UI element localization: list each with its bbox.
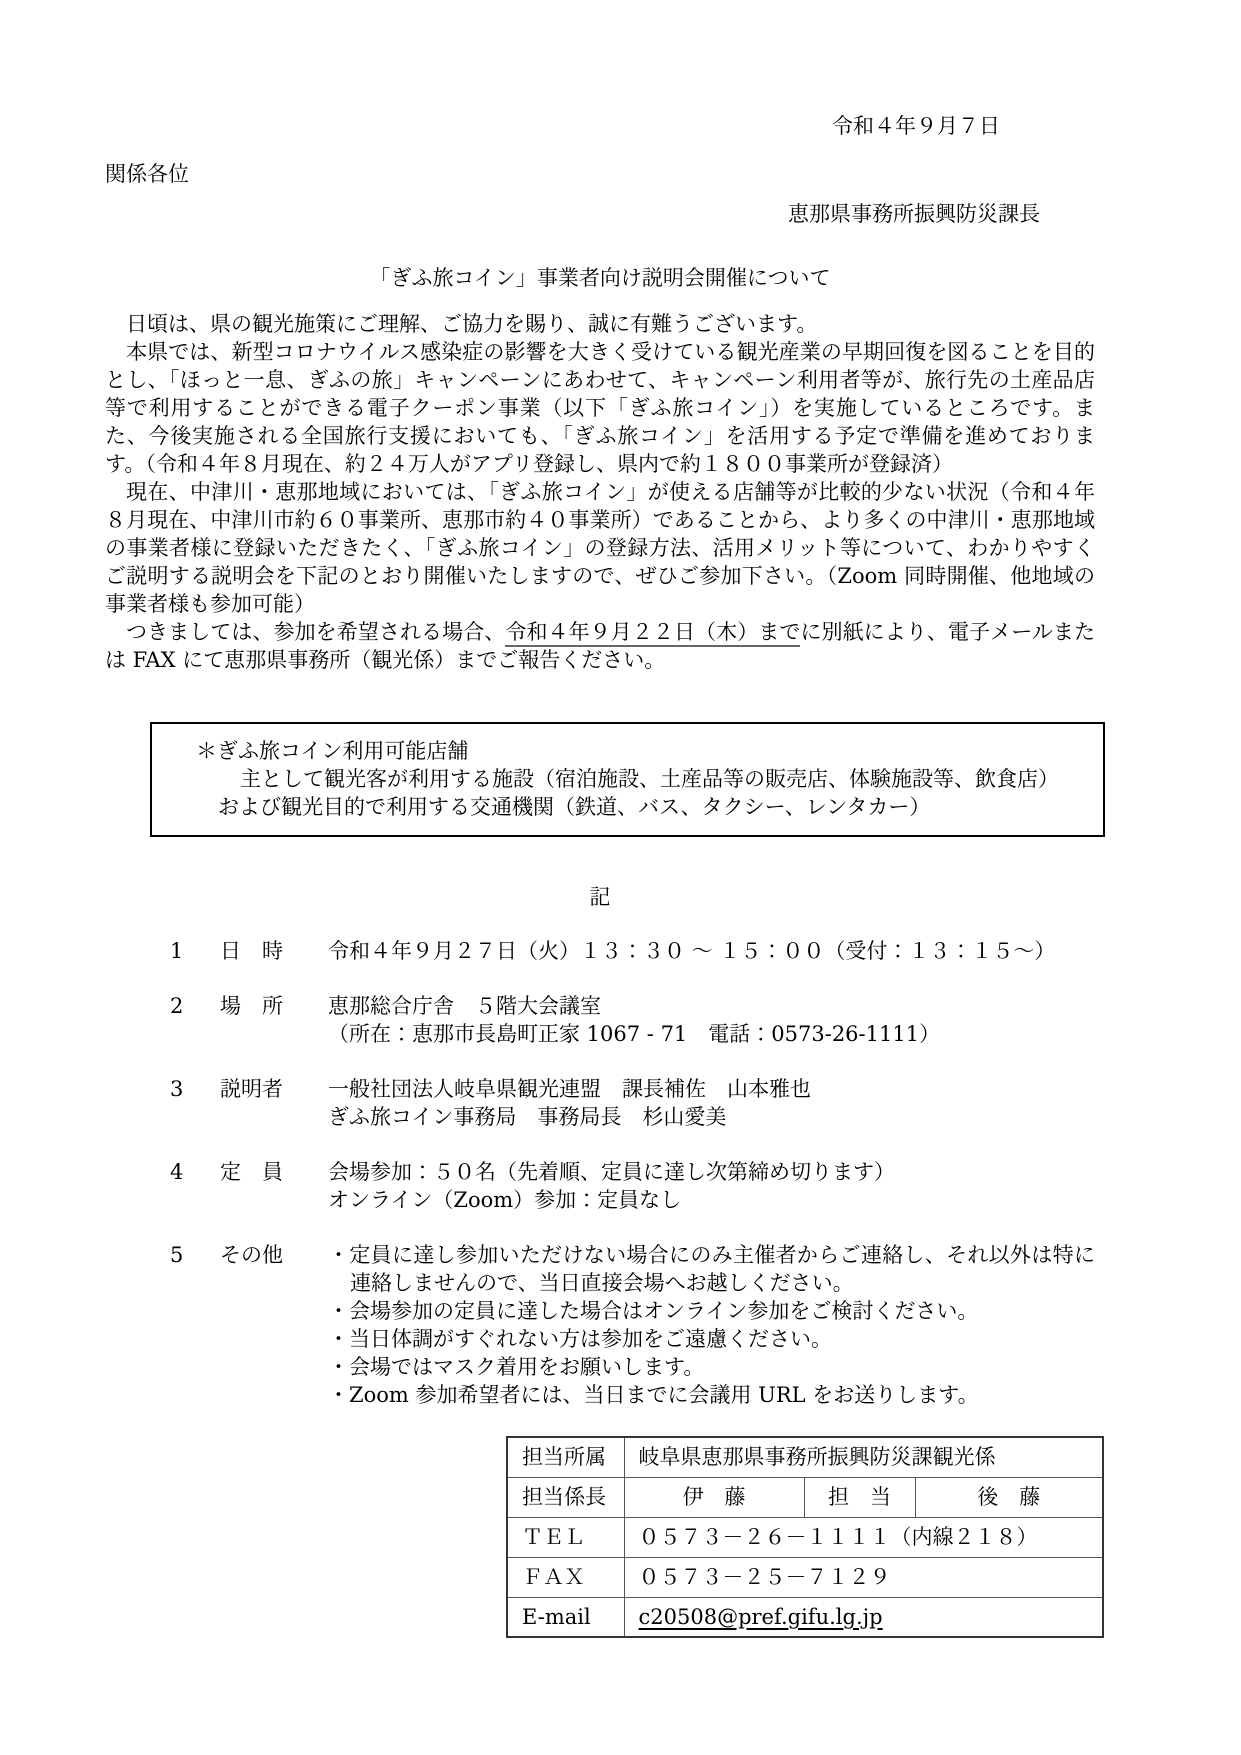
item-label: その他 [220,1243,283,1267]
capacity-venue: 会場参加：５０名（先着順、定員に達し次第締め切ります） [328,1160,895,1184]
item-number: 3 [170,1077,184,1101]
note-bullet-online-fallback: ・会場参加の定員に達した場合はオンライン参加をご検討ください。 [328,1299,979,1323]
fax-value: ０５７３－２５－７１２９ [624,1557,1103,1597]
request-post-text: に別紙により、電子メールまたは FAX にて恵那県事務所（観光係）までご報告ください。 [105,620,1096,672]
request-pre-text: つきましては、参加を希望される場合、 [126,620,506,644]
item-other-notes [170,1241,1095,1409]
contact-table [506,1436,1104,1638]
paragraph-background: 本県では、新型コロナウイルス感染症の影響を大きく受けている観光産業の早期回復を図ることを目的とし、「ほっと一息、ぎふの旅」キャンペーンにあわせて、キャンペーン利用者等が、旅行先の土産品店等で利用することができる電子クーポン事業（以下「ぎふ旅コイン」）を実施しているところです。また、今後実施される全国旅行支援においても、「ぎふ旅コイン」を活用する予定で準備を進めております。（令和４年８月現在、約２４万人がアプリ登録し、県内で約１８００事業所が登録済） [105,340,1095,476]
department-label: 担当所属 [507,1437,624,1477]
department-value: 岐阜県恵那県事務所振興防災課観光係 [624,1437,1103,1477]
item-presenters [170,1075,1095,1131]
table-row-email [507,1597,1103,1637]
paragraph-greeting: 日頃は、県の観光施策にご理解、ご協力を賜り、誠に有難うございます。 [126,312,818,336]
item-datetime [170,937,1095,965]
datetime-value: 令和４年９月２７日（火）１３：３０ ～ １５：００（受付：１３：１５～） [328,939,1056,963]
email-label: E-mail [507,1597,624,1637]
item-number: 5 [170,1243,184,1267]
presenter-2: ぎふ旅コイン事務局 事務局長 杉山愛美 [328,1105,727,1129]
note-bullet-mask: ・会場ではマスク着用をお願いします。 [328,1355,705,1379]
chief-label: 担当係長 [507,1477,624,1517]
sender: 恵那県事務所振興防災課長 [788,202,1040,226]
staff-label: 担 当 [804,1477,915,1517]
tel-value: ０５７３－２６－１１１１（内線２１８） [624,1517,1103,1557]
ki-heading: 記 [589,885,611,909]
item-venue [170,992,1095,1048]
document-title: 「ぎふ旅コイン」事業者向け説明会開催について [369,266,831,290]
paragraph-request [105,618,1095,674]
eligible-stores-box [150,722,1105,837]
detail-items [105,937,1095,1409]
paragraph-current-status: 現在、中津川・恵那地域においては、「ぎふ旅コイン」が使える店舗等が比較的少ない状況（令和４年８月現在、中津川市約６０事業所、恵那市約４０事業所）であることから、より多くの中津川・恵那地域の事業者様に登録いただきたく、「ぎふ旅コイン」の登録方法、活用メリット等について、わかりやすくご説明する説明会を下記のとおり開催いたしますので、ぜひご参加下さい。（Zoom 同時開催、他地域の事業者様も参加可能） [105,480,1095,616]
table-row-fax [507,1557,1103,1597]
table-row-department [507,1437,1103,1477]
note-bullet-contact: ・定員に達し参加いただけない場合にのみ主催者からご連絡し、それ以外は特に連絡しませんので、当日直接会場へお越しください。 [328,1243,1095,1295]
email-link[interactable]: c20508@pref.gifu.lg.jp [638,1604,883,1629]
box-facilities-line: 主として観光客が利用する施設（宿泊施設、土産品等の販売店、体験施設等、飲食店） [240,767,1059,791]
recipient: 関係各位 [105,162,189,186]
item-label: 定 員 [220,1160,283,1184]
item-number: 4 [170,1160,184,1184]
item-number: 1 [170,939,184,963]
table-row-tel [507,1517,1103,1557]
venue-name: 恵那総合庁舎 ５階大会議室 [328,994,601,1018]
document-date: 令和４年９月７日 [832,114,1000,138]
presenter-1: 一般社団法人岐阜県観光連盟 課長補佐 山本雅也 [328,1077,811,1101]
tel-label: ＴＥＬ [507,1517,624,1557]
item-number: 2 [170,994,184,1018]
fax-label: ＦＡＸ [507,1557,624,1597]
table-row-staff [507,1477,1103,1517]
note-bullet-health: ・当日体調がすぐれない方は参加をご遠慮ください。 [328,1327,832,1351]
note-bullet-zoom-url: ・Zoom 参加希望者には、当日までに会議用 URL をお送りします。 [328,1383,979,1407]
item-capacity [170,1158,1095,1214]
deadline-underlined-text: 令和４年９月２２日（木）まで [505,620,800,647]
chief-name: 伊 藤 [624,1477,804,1517]
staff-name: 後 藤 [915,1477,1103,1517]
item-label: 場 所 [220,994,283,1018]
capacity-online: オンライン（Zoom）参加：定員なし [328,1188,682,1212]
box-heading: ＊ぎふ旅コイン利用可能店舗 [196,739,469,763]
item-label: 説明者 [220,1077,283,1101]
box-transport-line: および観光目的で利用する交通機関（鉄道、バス、タクシー、レンタカー） [218,795,931,819]
venue-address: （所在：恵那市長島町正家 1067 - 71 電話：0573-26-1111） [328,1022,941,1046]
item-label: 日 時 [220,939,283,963]
